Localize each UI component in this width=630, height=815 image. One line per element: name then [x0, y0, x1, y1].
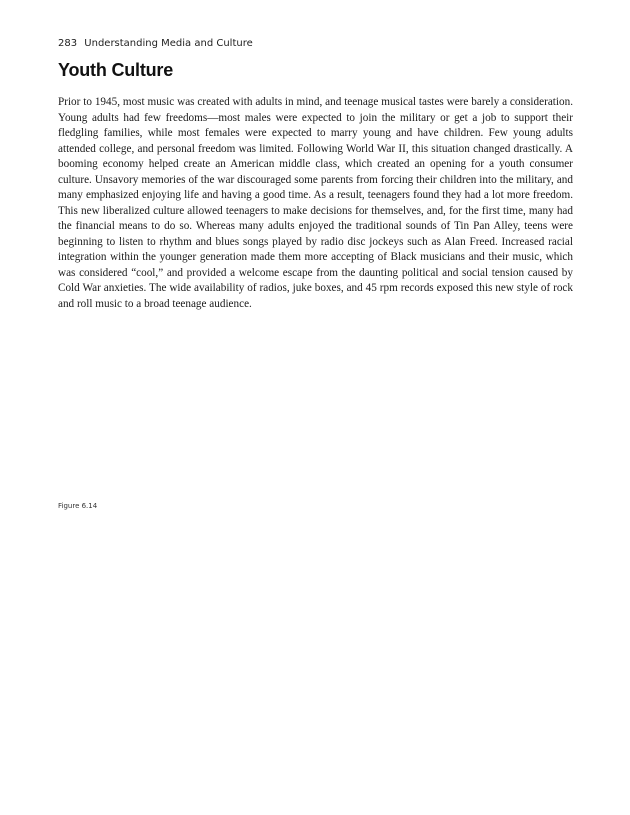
body-paragraph: Prior to 1945, most music was created with adults in mind, and teenage musical tastes were barely a consideration. Young adults had few freedoms—most males were expected to join the military or get a job to support their fledgling families, while most females were expected to marry young and have children. Few young adults attended college, and personal freedom was limited. Following World War II, this situation changed drastically. A booming economy helped create an American middle class, which created an opening for a youth consumer culture. Unsavory memories of the war discouraged some parents from forcing their children into the military, and many emphasized enjoying life and having a good time. As a result, teenagers found they had a lot more freedom. This new liberalized culture allowed teenagers to make decisions for themselves, and, for the first time, many had the financial means to do so. Whereas many adults enjoyed the traditional sounds of Tin Pan Alley, teens were beginning to listen to rhythm and blues songs played by radio disc jockeys such as Alan Freed. Increased racial integration within the younger generation made them more accepting of Black musicians and their music, which was considered “cool,” and provided a welcome escape from the daunting political and social tension caused by Cold War anxieties. The wide availability of radios, juke boxes, and 45 rpm records exposed this new style of rock and roll music to a broad teenage audience.	[58, 96, 573, 310]
page-number: 283	[58, 38, 78, 49]
running-header	[58, 38, 253, 49]
book-title: Understanding Media and Culture	[84, 38, 253, 49]
section-title: Youth Culture	[58, 60, 174, 80]
figure-caption: Figure 6.14	[58, 502, 98, 510]
